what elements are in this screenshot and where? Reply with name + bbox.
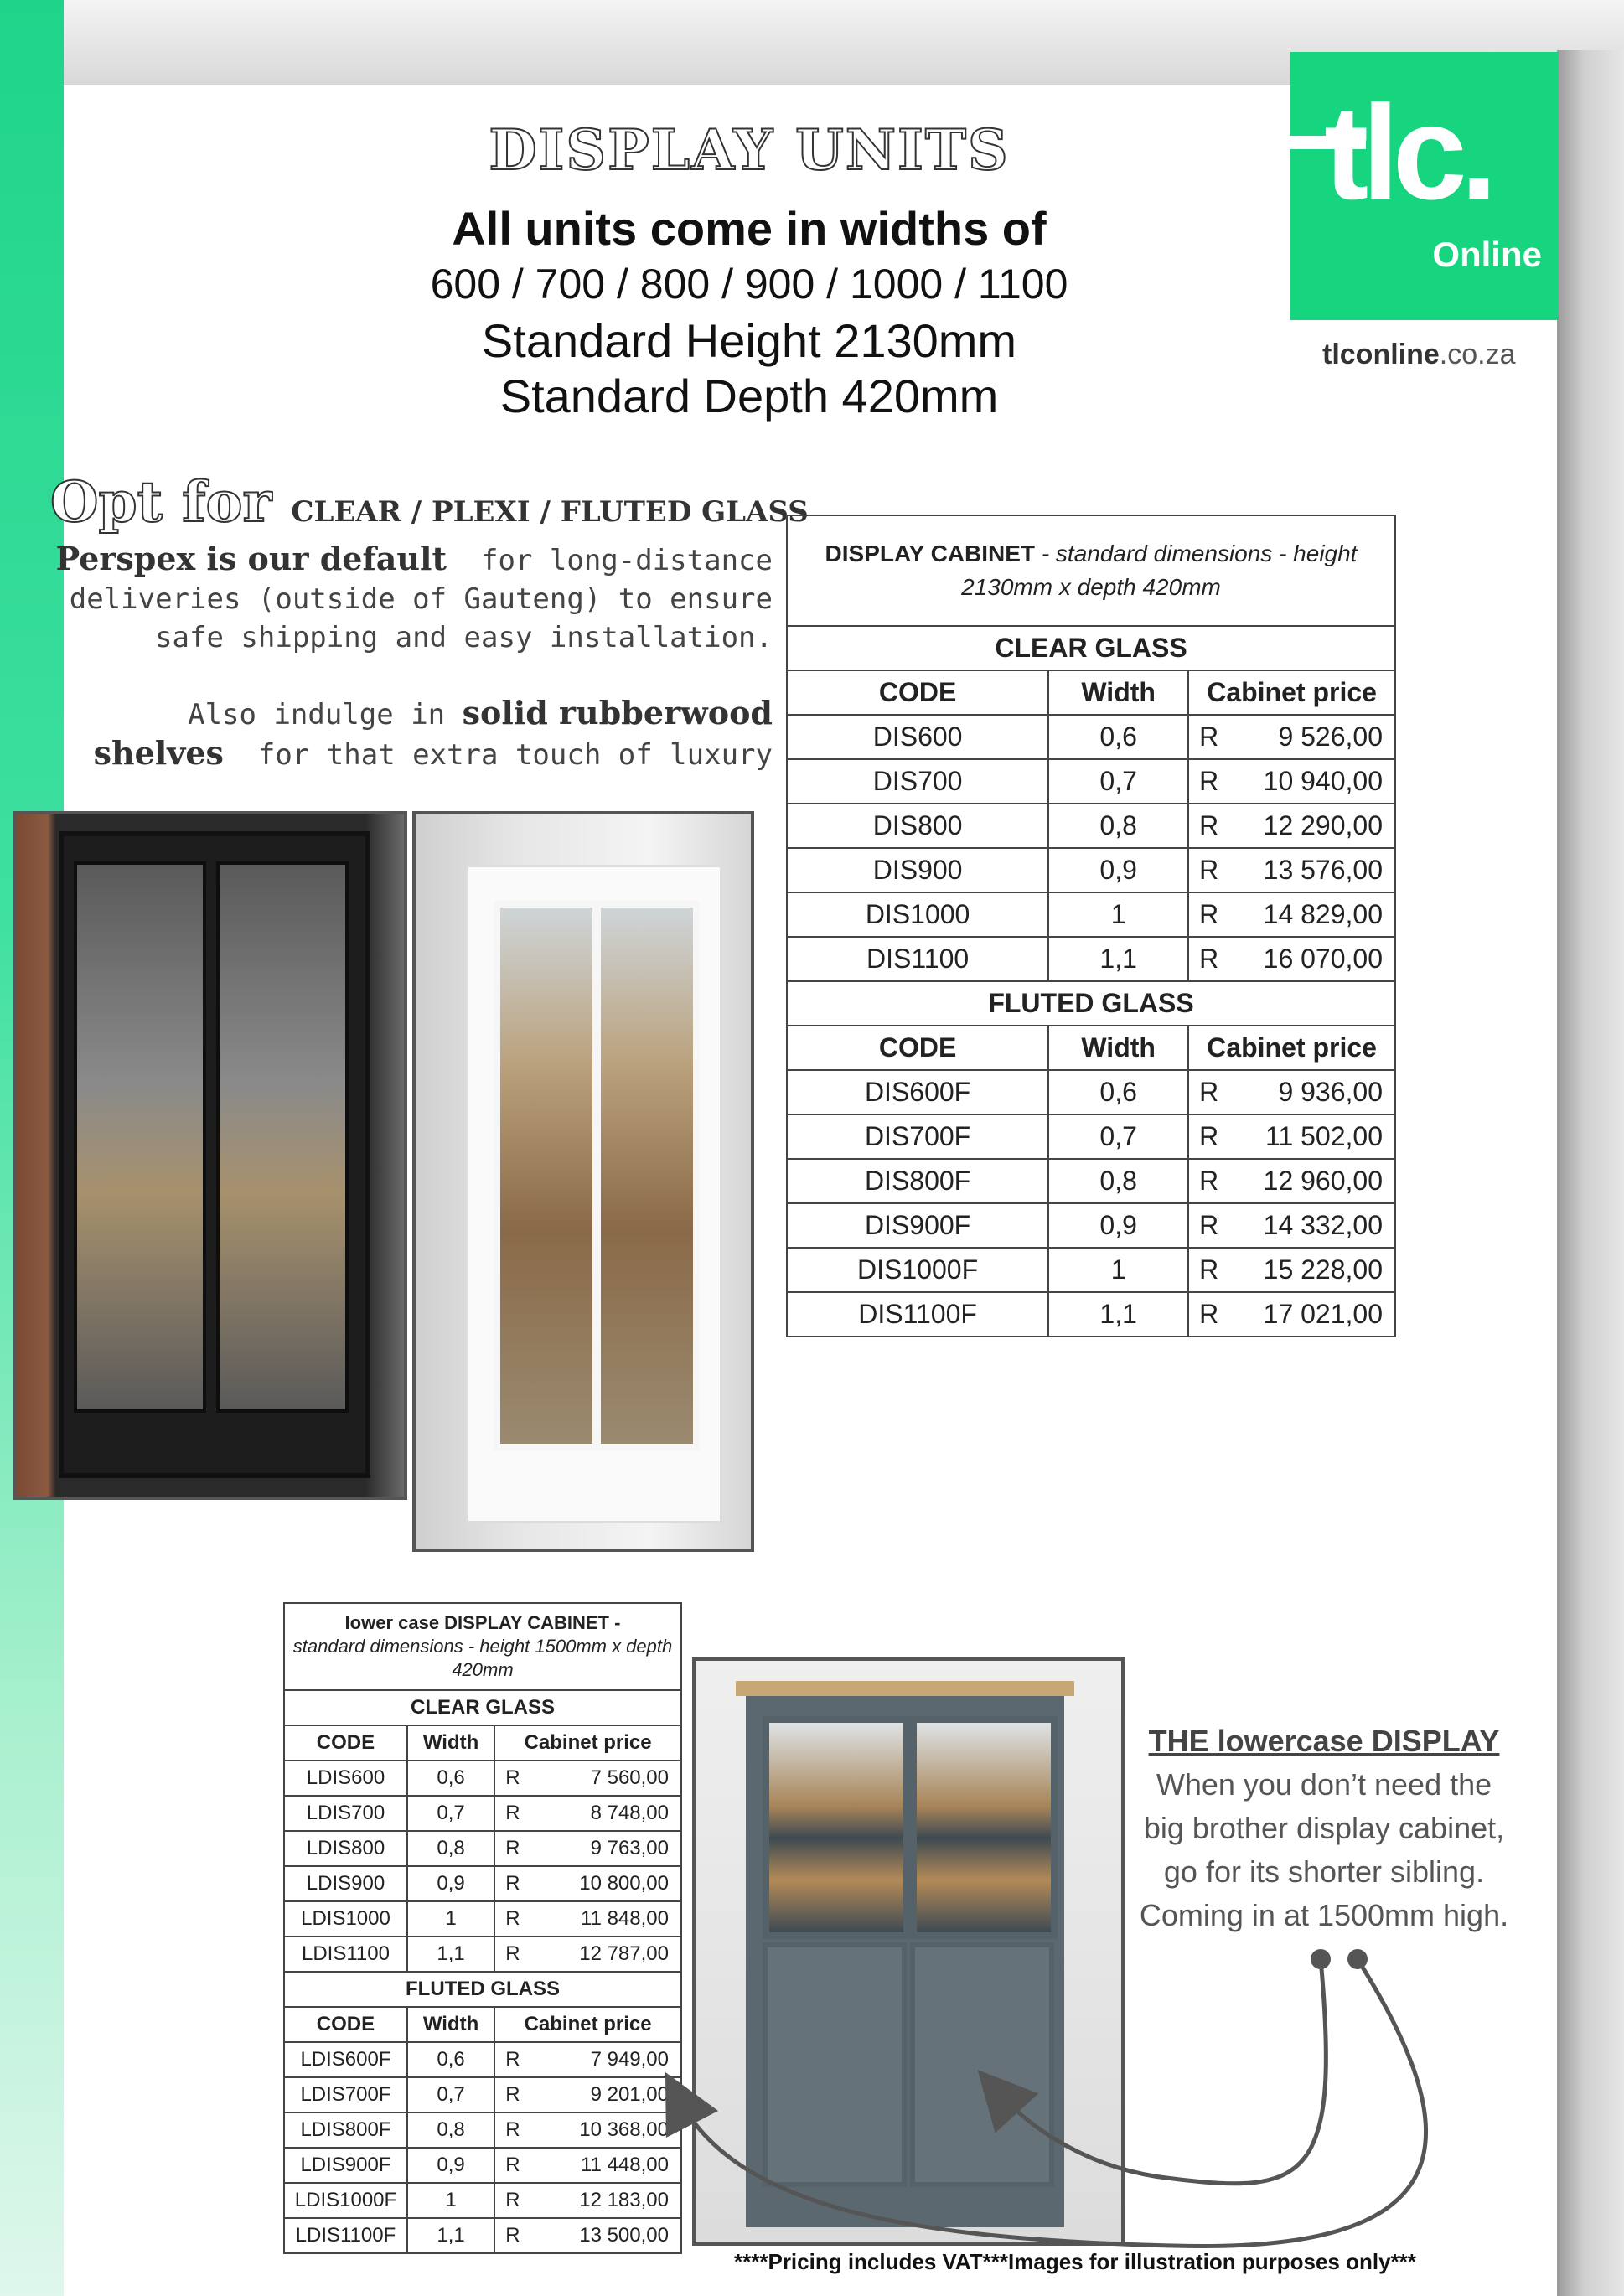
- currency-cell: R: [1188, 715, 1243, 759]
- currency-cell: R: [494, 2148, 534, 2183]
- code-cell: LDIS1100: [284, 1937, 407, 1972]
- price-cell: 7 560,00: [535, 1761, 681, 1796]
- width-cell: 1,1: [407, 2218, 494, 2253]
- price-cell: 9 763,00: [535, 1831, 681, 1866]
- website-link[interactable]: tlconline.co.za: [1322, 339, 1516, 370]
- column-header: Cabinet price: [494, 2007, 681, 2042]
- arrow-to-cabinet: [997, 1959, 1326, 2184]
- price-cell: 8 748,00: [535, 1796, 681, 1831]
- width-cell: 0,7: [1048, 759, 1188, 804]
- code-cell: LDIS600F: [284, 2042, 407, 2077]
- currency-cell: R: [494, 1901, 534, 1937]
- currency-cell: R: [1188, 1114, 1243, 1159]
- currency-cell: R: [494, 1761, 534, 1796]
- currency-cell: R: [494, 1937, 534, 1972]
- widths-intro: All units come in widths of: [452, 202, 1047, 255]
- currency-cell: R: [1188, 1292, 1243, 1337]
- code-cell: DIS1100F: [787, 1292, 1048, 1337]
- price-cell: 12 787,00: [535, 1937, 681, 1972]
- price-cell: 11 502,00: [1243, 1114, 1395, 1159]
- code-cell: DIS700: [787, 759, 1048, 804]
- glass-types: CLEAR / PLEXI / FLUTED GLASS: [291, 495, 809, 529]
- width-cell: 1,1: [407, 1937, 494, 1972]
- price-cell: 10 368,00: [535, 2112, 681, 2148]
- lower-desc-heading: THE lowercase DISPLAY: [1148, 1724, 1500, 1758]
- price-cell: 9 936,00: [1243, 1070, 1395, 1114]
- code-cell: LDIS700: [284, 1796, 407, 1831]
- logo-mark: tlc.: [1324, 77, 1492, 227]
- section-title: FLUTED GLASS: [284, 1972, 681, 2007]
- width-cell: 0,7: [1048, 1114, 1188, 1159]
- code-cell: DIS800: [787, 804, 1048, 848]
- width-cell: 0,6: [407, 1761, 494, 1796]
- code-cell: LDIS1000: [284, 1901, 407, 1937]
- lower-desc-line: Coming in at 1500mm high.: [1139, 1898, 1509, 1932]
- width-cell: 1,1: [1048, 1292, 1188, 1337]
- code-cell: LDIS900F: [284, 2148, 407, 2183]
- currency-cell: R: [1188, 1070, 1243, 1114]
- column-header: Cabinet price: [1188, 670, 1395, 715]
- opt-for-label: Opt for: [50, 469, 272, 535]
- width-cell: 0,9: [1048, 848, 1188, 892]
- price-cell: 16 070,00: [1243, 937, 1395, 981]
- price-cell: 12 183,00: [535, 2183, 681, 2218]
- currency-cell: R: [1188, 804, 1243, 848]
- code-cell: DIS800F: [787, 1159, 1048, 1203]
- table-caption: DISPLAY CABINET - standard dimensions - height 2130mm x depth 420mm: [787, 515, 1395, 626]
- code-cell: DIS600: [787, 715, 1048, 759]
- width-cell: 0,9: [407, 1866, 494, 1901]
- column-header: Width: [407, 2007, 494, 2042]
- column-header: CODE: [284, 2007, 407, 2042]
- page-title: DISPLAY UNITS: [489, 117, 1010, 183]
- column-header: Width: [407, 1725, 494, 1761]
- price-cell: 15 228,00: [1243, 1248, 1395, 1292]
- table-caption: lower case DISPLAY CABINET - standard dimensions - height 1500mm x depth 420mm: [284, 1603, 681, 1690]
- standard-height: Standard Height 2130mm: [481, 314, 1017, 367]
- price-cell: 13 576,00: [1243, 848, 1395, 892]
- price-cell: 14 829,00: [1243, 892, 1395, 937]
- currency-cell: R: [494, 2042, 534, 2077]
- column-header: CODE: [284, 1725, 407, 1761]
- code-cell: LDIS600: [284, 1761, 407, 1796]
- lower-desc-line: When you don’t need the: [1156, 1767, 1492, 1802]
- currency-cell: R: [1188, 848, 1243, 892]
- width-cell: 0,6: [407, 2042, 494, 2077]
- width-cell: 1,1: [1048, 937, 1188, 981]
- currency-cell: R: [494, 1796, 534, 1831]
- price-cell: 12 290,00: [1243, 804, 1395, 848]
- currency-cell: R: [1188, 1248, 1243, 1292]
- width-cell: 1: [1048, 892, 1188, 937]
- currency-cell: R: [494, 2218, 534, 2253]
- width-cell: 0,6: [1048, 1070, 1188, 1114]
- code-cell: LDIS800F: [284, 2112, 407, 2148]
- code-cell: DIS700F: [787, 1114, 1048, 1159]
- code-cell: DIS1000: [787, 892, 1048, 937]
- price-cell: 11 448,00: [535, 2148, 681, 2183]
- currency-cell: R: [494, 1866, 534, 1901]
- section-title: CLEAR GLASS: [787, 626, 1395, 670]
- price-cell: 9 201,00: [535, 2077, 681, 2112]
- price-cell: 10 940,00: [1243, 759, 1395, 804]
- currency-cell: R: [494, 2077, 534, 2112]
- currency-cell: R: [494, 2112, 534, 2148]
- price-cell: 7 949,00: [535, 2042, 681, 2077]
- column-header: Cabinet price: [494, 1725, 681, 1761]
- width-cell: 0,9: [1048, 1203, 1188, 1248]
- price-cell: 10 800,00: [535, 1866, 681, 1901]
- footer-note: ****Pricing includes VAT***Images for illustration purposes only***: [734, 2249, 1416, 2274]
- section-title: CLEAR GLASS: [284, 1690, 681, 1725]
- column-header: CODE: [787, 1026, 1048, 1070]
- currency-cell: R: [1188, 892, 1243, 937]
- code-cell: LDIS1000F: [284, 2183, 407, 2218]
- perspex-note: Perspex is our default for long-distance deliveries (outside of Gauteng) to ensure safe shipping and easy installation.: [55, 540, 773, 654]
- code-cell: LDIS700F: [284, 2077, 407, 2112]
- width-cell: 0,8: [1048, 804, 1188, 848]
- logo-online: Online: [1432, 235, 1542, 274]
- width-cell: 1: [1048, 1248, 1188, 1292]
- currency-cell: R: [1188, 1203, 1243, 1248]
- column-header: Width: [1048, 1026, 1188, 1070]
- code-cell: DIS1100: [787, 937, 1048, 981]
- currency-cell: R: [494, 2183, 534, 2218]
- code-cell: DIS900: [787, 848, 1048, 892]
- currency-cell: R: [1188, 1159, 1243, 1203]
- section-title: FLUTED GLASS: [787, 981, 1395, 1026]
- price-cell: 13 500,00: [535, 2218, 681, 2253]
- code-cell: DIS900F: [787, 1203, 1048, 1248]
- code-cell: LDIS800: [284, 1831, 407, 1866]
- column-header: Width: [1048, 670, 1188, 715]
- lower-desc-line: big brother display cabinet,: [1143, 1811, 1505, 1845]
- column-header: CODE: [787, 670, 1048, 715]
- width-cell: 0,8: [407, 1831, 494, 1866]
- width-cell: 0,6: [1048, 715, 1188, 759]
- currency-cell: R: [1188, 759, 1243, 804]
- price-cell: 11 848,00: [535, 1901, 681, 1937]
- width-cell: 0,7: [407, 1796, 494, 1831]
- width-cell: 0,7: [407, 2077, 494, 2112]
- width-cell: 0,8: [1048, 1159, 1188, 1203]
- rubberwood-note: Also indulge in solid rubberwood shelves for that extra touch of luxury: [93, 694, 773, 772]
- currency-cell: R: [1188, 937, 1243, 981]
- column-header: Cabinet price: [1188, 1026, 1395, 1070]
- currency-cell: R: [494, 1831, 534, 1866]
- price-cell: 9 526,00: [1243, 715, 1395, 759]
- width-cell: 1: [407, 2183, 494, 2218]
- code-cell: LDIS900: [284, 1866, 407, 1901]
- price-cell: 12 960,00: [1243, 1159, 1395, 1203]
- arrow-to-table: [679, 1959, 1426, 2247]
- price-cell: 14 332,00: [1243, 1203, 1395, 1248]
- standard-depth: Standard Depth 420mm: [499, 370, 999, 422]
- price-cell: 17 021,00: [1243, 1292, 1395, 1337]
- code-cell: DIS600F: [787, 1070, 1048, 1114]
- lower-desc-line: go for its shorter sibling.: [1163, 1854, 1485, 1889]
- width-cell: 1: [407, 1901, 494, 1937]
- code-cell: DIS1000F: [787, 1248, 1048, 1292]
- code-cell: LDIS1100F: [284, 2218, 407, 2253]
- widths-list: 600 / 700 / 800 / 900 / 1000 / 1100: [430, 261, 1068, 308]
- width-cell: 0,8: [407, 2112, 494, 2148]
- width-cell: 0,9: [407, 2148, 494, 2183]
